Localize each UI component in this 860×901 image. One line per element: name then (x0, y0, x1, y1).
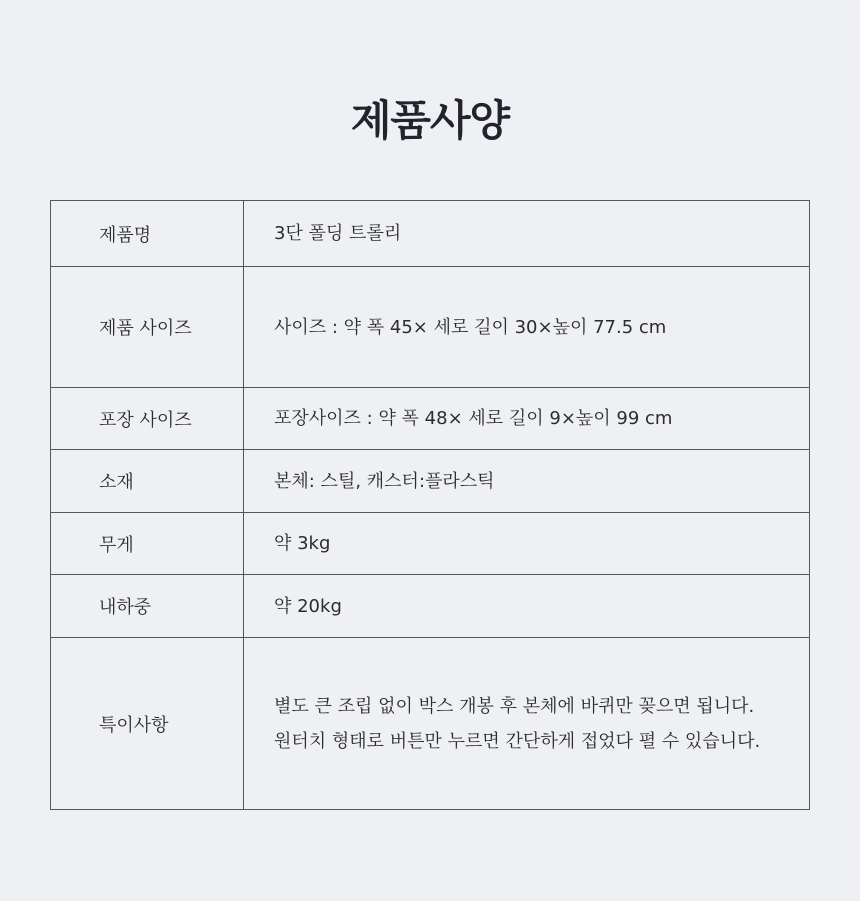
spec-value-line: 원터치 형태로 버튼만 누르면 간단하게 접었다 펼 수 있습니다. (274, 730, 761, 752)
spec-row-package-size (51, 388, 810, 450)
spec-label: 소재 (51, 450, 244, 513)
page-title: 제품사양 (350, 96, 510, 145)
spec-value-line: 포장사이즈 : 약 폭 48× 세로 길이 9×높이 99 cm (274, 408, 673, 429)
spec-label: 포장 사이즈 (51, 388, 244, 450)
spec-label: 제품 사이즈 (51, 267, 244, 388)
spec-value-line: 사이즈 : 약 폭 45× 세로 길이 30×높이 77.5 cm (274, 316, 667, 338)
spec-row-weight (51, 513, 810, 575)
spec-label: 특이사항 (51, 638, 244, 810)
spec-value (244, 513, 810, 575)
spec-value-line: 별도 큰 조립 없이 박스 개봉 후 본체에 바퀴만 꽂으면 됩니다. (274, 695, 755, 717)
spec-value (244, 575, 810, 638)
spec-row-notes (51, 638, 810, 810)
spec-row-product-name (51, 201, 810, 267)
spec-value (244, 450, 810, 513)
spec-value-line: 3단 폴딩 트롤리 (274, 223, 402, 244)
spec-value-line: 본체: 스틸, 캐스터:플라스틱 (274, 470, 495, 492)
spec-value-line: 약 3kg (274, 533, 331, 554)
spec-label: 제품명 (51, 201, 244, 267)
spec-row-material (51, 450, 810, 513)
spec-table (50, 200, 810, 810)
spec-value (244, 267, 810, 388)
spec-label: 내하중 (51, 575, 244, 638)
spec-row-load-capacity (51, 575, 810, 638)
spec-value (244, 201, 810, 267)
spec-value (244, 388, 810, 450)
spec-value-line: 약 20kg (274, 595, 342, 617)
spec-value (244, 638, 810, 810)
spec-label: 무게 (51, 513, 244, 575)
spec-row-product-size (51, 267, 810, 388)
